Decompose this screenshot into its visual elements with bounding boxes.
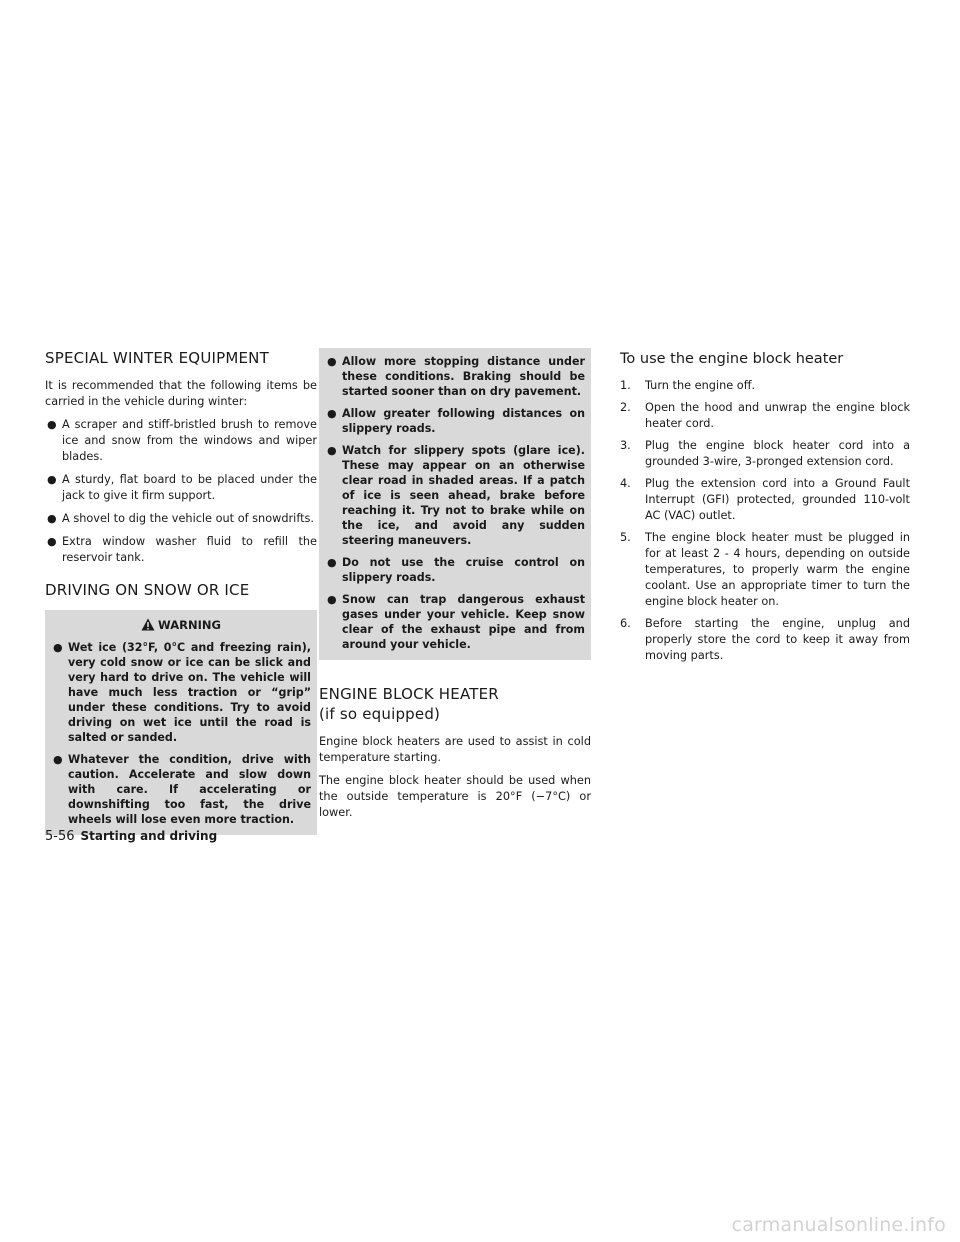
warning-box [45, 610, 317, 835]
list-item: 6. Before starting the engine, unplug and properly store the cord to keep it away from moving parts. [620, 617, 910, 662]
list-item: ● A scraper and stiff-bristled brush to remove ice and snow from the windows and wiper blades. [47, 418, 317, 463]
intro-paragraph: It is recommended that the following items be carried in the vehicle during winter: [45, 379, 317, 408]
page-number: 5-56 [45, 829, 75, 844]
list-item: ● Whatever the condition, drive with caution. Accelerate and slow down with care. If accelerating or downshifting too fast, the drive wheels will lose even more traction. [53, 753, 311, 826]
list-item: 5. The engine block heater must be plugged in for at least 2 - 4 hours, depending on outside temperatures, to properly warm the engine coolant. Use an appropriate timer to turn the engine block heater on. [620, 531, 910, 608]
bullet-icon: ● [53, 641, 63, 654]
heading-driving-on-snow: DRIVING ON SNOW OR ICE [45, 581, 250, 599]
warning-header [51, 618, 311, 632]
bullet-icon: ● [327, 355, 337, 368]
bullet-icon: ● [47, 473, 57, 486]
heading-use-engine-block-heater: To use the engine block heater [620, 351, 844, 367]
column-middle [319, 348, 591, 828]
bullet-icon: ● [47, 512, 57, 525]
list-item: ● Watch for slippery spots (glare ice). These may appear on an otherwise clear road in shaded areas. If a patch of ice is seen ahead, brake before reaching it. Try not to brake while on the ice, and avoid any sudden steering maneuvers. [327, 444, 585, 547]
list-item: ● Wet ice (32°F, 0°C and freezing rain), very cold snow or ice can be slick and very hard to drive on. The vehicle will have much less traction or “grip” under these conditions. Try to avoid driving on wet ice until the road is salted or sanded. [53, 641, 311, 744]
list-item: ● Extra window washer fluid to refill the reservoir tank. [47, 535, 317, 564]
bullet-icon: ● [327, 556, 337, 569]
bullet-icon: ● [47, 418, 57, 431]
warning-box-continued [319, 348, 591, 660]
bullet-icon: ● [327, 407, 337, 420]
column-right [620, 348, 910, 670]
warning-label: WARNING [158, 618, 221, 632]
list-item: ● Allow more stopping distance under these conditions. Braking should be started sooner than on dry pavement. [327, 355, 585, 398]
bullet-icon: ● [327, 593, 337, 606]
heading-special-winter-equipment: SPECIAL WINTER EQUIPMENT [45, 349, 269, 367]
heater-paragraph-2: The engine block heater should be used when the outside temperature is 20°F (−7°C) or lower. [319, 774, 591, 819]
page-footer [45, 827, 217, 846]
list-item: 1. Turn the engine off. [620, 379, 756, 392]
list-item: ● Snow can trap dangerous exhaust gases under your vehicle. Keep snow clear of the exhaust pipe and from around your vehicle. [327, 593, 585, 651]
warning-list [51, 640, 311, 827]
bullet-icon: ● [47, 535, 57, 548]
heading-engine-block-heater: ENGINE BLOCK HEATER (if so equipped) [319, 685, 499, 723]
bullet-icon: ● [327, 444, 337, 457]
heater-paragraph-1: Engine block heaters are used to assist in cold temperature starting. [319, 735, 591, 764]
equipment-list [45, 417, 317, 566]
list-item: ● A shovel to dig the vehicle out of snowdrifts. [47, 512, 315, 525]
list-item: ● Allow greater following distances on slippery roads. [327, 407, 585, 435]
steps-list [620, 378, 910, 664]
list-item: 4. Plug the extension cord into a Ground Fault Interrupt (GFI) protected, grounded 110-volt AC (VAC) outlet. [620, 477, 910, 522]
list-item: 2. Open the hood and unwrap the engine block heater cord. [620, 401, 910, 430]
list-item: 3. Plug the engine block heater cord into a grounded 3-wire, 3-pronged extension cord. [620, 439, 910, 468]
list-item: ● Do not use the cruise control on slippery roads. [327, 556, 585, 584]
bullet-icon: ● [53, 753, 63, 766]
warning-triangle-icon [141, 618, 155, 631]
column-left [45, 348, 317, 835]
warning-list [325, 354, 585, 652]
watermark-text: carmanualsonline.info [731, 1214, 946, 1236]
section-name: Starting and driving [80, 829, 218, 843]
list-item: ● A sturdy, flat board to be placed under the jack to give it firm support. [47, 473, 317, 502]
